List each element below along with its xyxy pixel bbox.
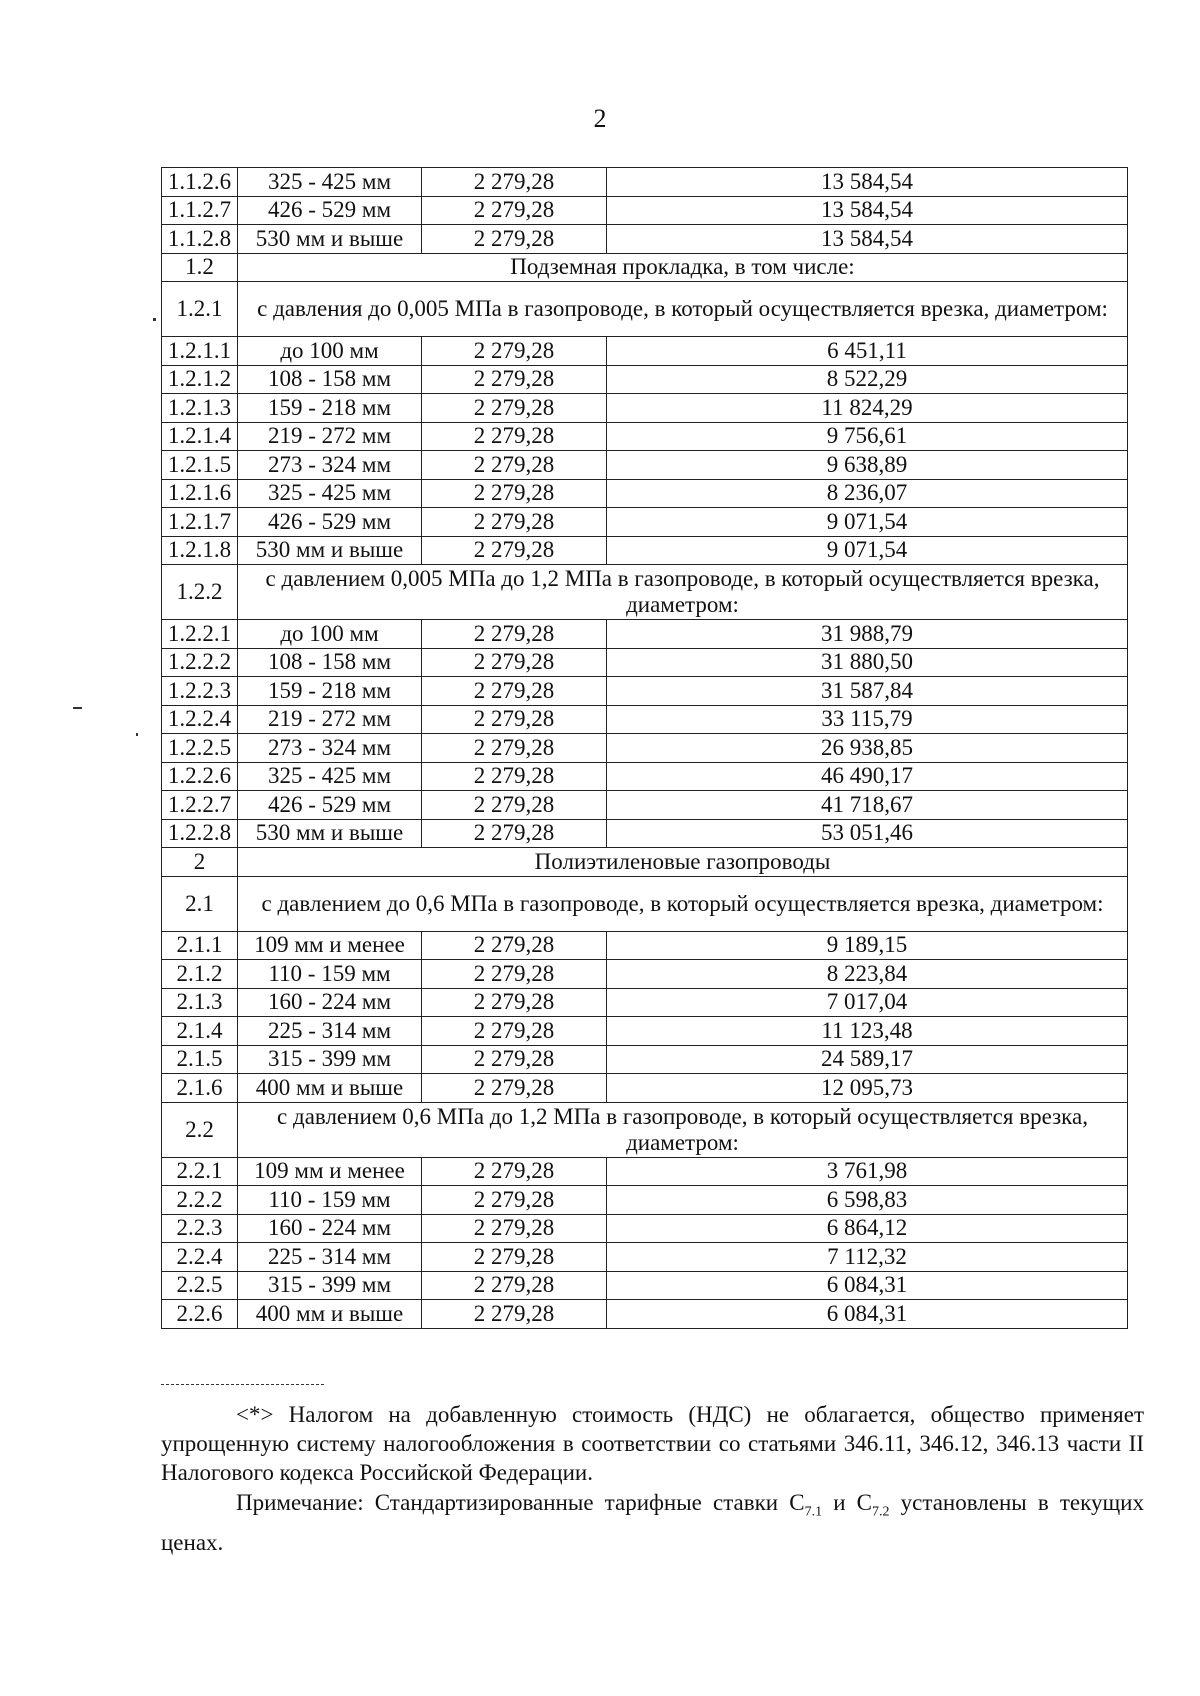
table-row bbox=[162, 1186, 1128, 1215]
row-diameter: 530 мм и выше bbox=[238, 819, 422, 848]
table-row bbox=[162, 791, 1128, 820]
row-code: 2.2.6 bbox=[162, 1300, 238, 1329]
page-number: 2 bbox=[593, 104, 607, 133]
row-diameter: 325 - 425 мм bbox=[238, 762, 422, 791]
table-row bbox=[162, 1243, 1128, 1272]
row-rate: 2 279,28 bbox=[422, 705, 607, 734]
row-rate: 2 279,28 bbox=[422, 1186, 607, 1215]
row-code: 2.1.1 bbox=[162, 931, 238, 960]
row-rate: 2 279,28 bbox=[422, 422, 607, 451]
table-section-row bbox=[162, 876, 1128, 931]
row-total: 8 223,84 bbox=[607, 960, 1128, 989]
row-rate: 2 279,28 bbox=[422, 620, 607, 649]
table-row bbox=[162, 648, 1128, 677]
row-diameter: 109 мм и менее bbox=[238, 1157, 422, 1186]
table-row bbox=[162, 536, 1128, 565]
row-rate: 2 279,28 bbox=[422, 196, 607, 225]
row-total: 8 236,07 bbox=[607, 479, 1128, 508]
note-suffix: установлены в текущих ценах. bbox=[161, 1490, 1144, 1555]
row-diameter: 426 - 529 мм bbox=[238, 791, 422, 820]
row-total: 33 115,79 bbox=[607, 705, 1128, 734]
tariff-table bbox=[161, 167, 1128, 1329]
row-code: 1.2.2.6 bbox=[162, 762, 238, 791]
row-diameter: 426 - 529 мм bbox=[238, 508, 422, 537]
row-diameter: 225 - 314 мм bbox=[238, 1243, 422, 1272]
row-title: с давления до 0,005 МПа в газопроводе, в который осуществляется врезка, диаметром: bbox=[238, 282, 1128, 337]
row-total: 12 095,73 bbox=[607, 1074, 1128, 1103]
table-row bbox=[162, 337, 1128, 366]
row-diameter: 400 мм и выше bbox=[238, 1300, 422, 1329]
row-diameter: 400 мм и выше bbox=[238, 1074, 422, 1103]
row-code: 1.2.1.4 bbox=[162, 422, 238, 451]
row-code: 2.2.3 bbox=[162, 1214, 238, 1243]
row-title: с давлением 0,6 МПа до 1,2 МПа в газопроводе, в который осуществляется врезка, диаметром: bbox=[238, 1102, 1128, 1157]
row-diameter: 108 - 158 мм bbox=[238, 648, 422, 677]
row-rate: 2 279,28 bbox=[422, 1045, 607, 1074]
row-code: 2.1.5 bbox=[162, 1045, 238, 1074]
table-row bbox=[162, 196, 1128, 225]
row-code: 1.2.1.1 bbox=[162, 337, 238, 366]
row-rate: 2 279,28 bbox=[422, 960, 607, 989]
row-rate: 2 279,28 bbox=[422, 536, 607, 565]
row-total: 13 584,54 bbox=[607, 196, 1128, 225]
row-code: 1.2.2.1 bbox=[162, 620, 238, 649]
row-diameter: 159 - 218 мм bbox=[238, 677, 422, 706]
table-row bbox=[162, 734, 1128, 763]
row-code: 1.2.1.5 bbox=[162, 451, 238, 480]
row-diameter: 273 - 324 мм bbox=[238, 451, 422, 480]
footnote-separator bbox=[161, 1384, 324, 1385]
row-total: 7 112,32 bbox=[607, 1243, 1128, 1272]
row-rate: 2 279,28 bbox=[422, 1271, 607, 1300]
row-total: 13 584,54 bbox=[607, 225, 1128, 254]
row-rate: 2 279,28 bbox=[422, 508, 607, 537]
row-total: 9 638,89 bbox=[607, 451, 1128, 480]
row-total: 6 598,83 bbox=[607, 1186, 1128, 1215]
table-row bbox=[162, 988, 1128, 1017]
row-diameter: до 100 мм bbox=[238, 620, 422, 649]
row-rate: 2 279,28 bbox=[422, 1157, 607, 1186]
row-code: 1.2.1.8 bbox=[162, 536, 238, 565]
row-diameter: 530 мм и выше bbox=[238, 536, 422, 565]
table-row bbox=[162, 1214, 1128, 1243]
table-row bbox=[162, 422, 1128, 451]
table-row bbox=[162, 365, 1128, 394]
table-section-row bbox=[162, 1102, 1128, 1157]
row-code: 2.2.2 bbox=[162, 1186, 238, 1215]
row-code: 1.2.2 bbox=[162, 565, 238, 620]
row-diameter: до 100 мм bbox=[238, 337, 422, 366]
row-total: 6 864,12 bbox=[607, 1214, 1128, 1243]
row-code: 2.1.3 bbox=[162, 988, 238, 1017]
table-row bbox=[162, 960, 1128, 989]
row-code: 2.2 bbox=[162, 1102, 238, 1157]
footnote-text: <*> Налогом на добавленную стоимость (НДС) не облагается, общество применяет упрощенную систему налогообложения в соответствии со статьями 346.11, 346.12, 346.13 части II Налогового кодекса Российской Федерации. bbox=[161, 1402, 1144, 1485]
row-diameter: 225 - 314 мм bbox=[238, 1017, 422, 1046]
row-code: 2.1.2 bbox=[162, 960, 238, 989]
note-subscript-2: 7.2 bbox=[872, 1504, 890, 1520]
note-prefix: Примечание: Стандартизированные тарифные ставки C bbox=[236, 1490, 805, 1515]
table-section-row bbox=[162, 282, 1128, 337]
row-rate: 2 279,28 bbox=[422, 168, 607, 197]
scan-mark bbox=[136, 733, 138, 736]
row-title: с давлением 0,005 МПа до 1,2 МПа в газопроводе, в который осуществляется врезка, диаметром: bbox=[238, 565, 1128, 620]
table-row bbox=[162, 225, 1128, 254]
row-code: 1.2.1.7 bbox=[162, 508, 238, 537]
row-diameter: 530 мм и выше bbox=[238, 225, 422, 254]
row-total: 6 084,31 bbox=[607, 1271, 1128, 1300]
row-code: 2.2.1 bbox=[162, 1157, 238, 1186]
table-row bbox=[162, 479, 1128, 508]
table-row bbox=[162, 394, 1128, 423]
row-diameter: 160 - 224 мм bbox=[238, 988, 422, 1017]
row-rate: 2 279,28 bbox=[422, 337, 607, 366]
table-row bbox=[162, 451, 1128, 480]
row-code: 1.2 bbox=[162, 253, 238, 282]
row-rate: 2 279,28 bbox=[422, 1017, 607, 1046]
row-rate: 2 279,28 bbox=[422, 1074, 607, 1103]
row-total: 11 123,48 bbox=[607, 1017, 1128, 1046]
row-title: Подземная прокладка, в том числе: bbox=[238, 253, 1128, 282]
row-total: 9 071,54 bbox=[607, 508, 1128, 537]
row-total: 6 451,11 bbox=[607, 337, 1128, 366]
row-diameter: 110 - 159 мм bbox=[238, 1186, 422, 1215]
row-code: 1.1.2.7 bbox=[162, 196, 238, 225]
table-row bbox=[162, 1271, 1128, 1300]
table-row bbox=[162, 705, 1128, 734]
row-code: 2.2.5 bbox=[162, 1271, 238, 1300]
row-diameter: 219 - 272 мм bbox=[238, 422, 422, 451]
row-code: 1.2.1.3 bbox=[162, 394, 238, 423]
row-code: 2.2.4 bbox=[162, 1243, 238, 1272]
table-row bbox=[162, 931, 1128, 960]
row-rate: 2 279,28 bbox=[422, 1243, 607, 1272]
tariff-table-body bbox=[162, 168, 1128, 1329]
row-code: 2 bbox=[162, 848, 238, 877]
table-row bbox=[162, 168, 1128, 197]
row-diameter: 325 - 425 мм bbox=[238, 168, 422, 197]
footnote bbox=[161, 1400, 1144, 1491]
table-row bbox=[162, 508, 1128, 537]
row-rate: 2 279,28 bbox=[422, 734, 607, 763]
row-rate: 2 279,28 bbox=[422, 479, 607, 508]
row-diameter: 108 - 158 мм bbox=[238, 365, 422, 394]
row-rate: 2 279,28 bbox=[422, 762, 607, 791]
row-diameter: 325 - 425 мм bbox=[238, 479, 422, 508]
row-total: 31 988,79 bbox=[607, 620, 1128, 649]
row-total: 3 761,98 bbox=[607, 1157, 1128, 1186]
row-diameter: 273 - 324 мм bbox=[238, 734, 422, 763]
row-diameter: 315 - 399 мм bbox=[238, 1045, 422, 1074]
table-row bbox=[162, 620, 1128, 649]
row-code: 1.2.1.6 bbox=[162, 479, 238, 508]
row-code: 1.2.2.2 bbox=[162, 648, 238, 677]
table-row bbox=[162, 819, 1128, 848]
row-code: 2.1 bbox=[162, 876, 238, 931]
table-group-row bbox=[162, 253, 1128, 282]
row-code: 1.2.2.5 bbox=[162, 734, 238, 763]
table-row bbox=[162, 762, 1128, 791]
row-title: с давлением до 0,6 МПа в газопроводе, в который осуществляется врезка, диаметром: bbox=[238, 876, 1128, 931]
row-diameter: 159 - 218 мм bbox=[238, 394, 422, 423]
row-rate: 2 279,28 bbox=[422, 1300, 607, 1329]
row-total: 13 584,54 bbox=[607, 168, 1128, 197]
row-rate: 2 279,28 bbox=[422, 451, 607, 480]
table-row bbox=[162, 1157, 1128, 1186]
table-row bbox=[162, 1045, 1128, 1074]
row-code: 1.2.2.3 bbox=[162, 677, 238, 706]
row-rate: 2 279,28 bbox=[422, 225, 607, 254]
row-total: 8 522,29 bbox=[607, 365, 1128, 394]
table-group-row bbox=[162, 848, 1128, 877]
row-title: Полиэтиленовые газопроводы bbox=[238, 848, 1128, 877]
row-diameter: 110 - 159 мм bbox=[238, 960, 422, 989]
table-section-row bbox=[162, 565, 1128, 620]
note-middle: и C bbox=[822, 1490, 873, 1515]
row-total: 46 490,17 bbox=[607, 762, 1128, 791]
row-diameter: 160 - 224 мм bbox=[238, 1214, 422, 1243]
row-code: 1.1.2.6 bbox=[162, 168, 238, 197]
row-total: 31 880,50 bbox=[607, 648, 1128, 677]
row-code: 1.2.2.4 bbox=[162, 705, 238, 734]
row-rate: 2 279,28 bbox=[422, 791, 607, 820]
row-code: 1.1.2.8 bbox=[162, 225, 238, 254]
row-code: 1.2.2.8 bbox=[162, 819, 238, 848]
row-diameter: 109 мм и менее bbox=[238, 931, 422, 960]
note-subscript-1: 7.1 bbox=[804, 1504, 823, 1520]
scan-mark bbox=[153, 318, 156, 321]
table-row bbox=[162, 1300, 1128, 1329]
row-rate: 2 279,28 bbox=[422, 819, 607, 848]
row-code: 1.2.1.2 bbox=[162, 365, 238, 394]
row-total: 26 938,85 bbox=[607, 734, 1128, 763]
row-total: 11 824,29 bbox=[607, 394, 1128, 423]
row-total: 9 071,54 bbox=[607, 536, 1128, 565]
row-total: 41 718,67 bbox=[607, 791, 1128, 820]
row-total: 53 051,46 bbox=[607, 819, 1128, 848]
row-total: 24 589,17 bbox=[607, 1045, 1128, 1074]
scan-mark bbox=[73, 707, 82, 709]
row-rate: 2 279,28 bbox=[422, 931, 607, 960]
row-rate: 2 279,28 bbox=[422, 988, 607, 1017]
row-rate: 2 279,28 bbox=[422, 677, 607, 706]
row-total: 31 587,84 bbox=[607, 677, 1128, 706]
row-rate: 2 279,28 bbox=[422, 1214, 607, 1243]
row-code: 2.1.6 bbox=[162, 1074, 238, 1103]
row-total: 9 756,61 bbox=[607, 422, 1128, 451]
row-total: 6 084,31 bbox=[607, 1300, 1128, 1329]
table-row bbox=[162, 1017, 1128, 1046]
row-rate: 2 279,28 bbox=[422, 648, 607, 677]
row-code: 1.2.2.7 bbox=[162, 791, 238, 820]
row-diameter: 219 - 272 мм bbox=[238, 705, 422, 734]
row-total: 9 189,15 bbox=[607, 931, 1128, 960]
row-rate: 2 279,28 bbox=[422, 394, 607, 423]
row-diameter: 426 - 529 мм bbox=[238, 196, 422, 225]
table-row bbox=[162, 677, 1128, 706]
note bbox=[161, 1488, 1144, 1558]
table-row bbox=[162, 1074, 1128, 1103]
row-total: 7 017,04 bbox=[607, 988, 1128, 1017]
row-code: 2.1.4 bbox=[162, 1017, 238, 1046]
row-rate: 2 279,28 bbox=[422, 365, 607, 394]
row-code: 1.2.1 bbox=[162, 282, 238, 337]
row-diameter: 315 - 399 мм bbox=[238, 1271, 422, 1300]
